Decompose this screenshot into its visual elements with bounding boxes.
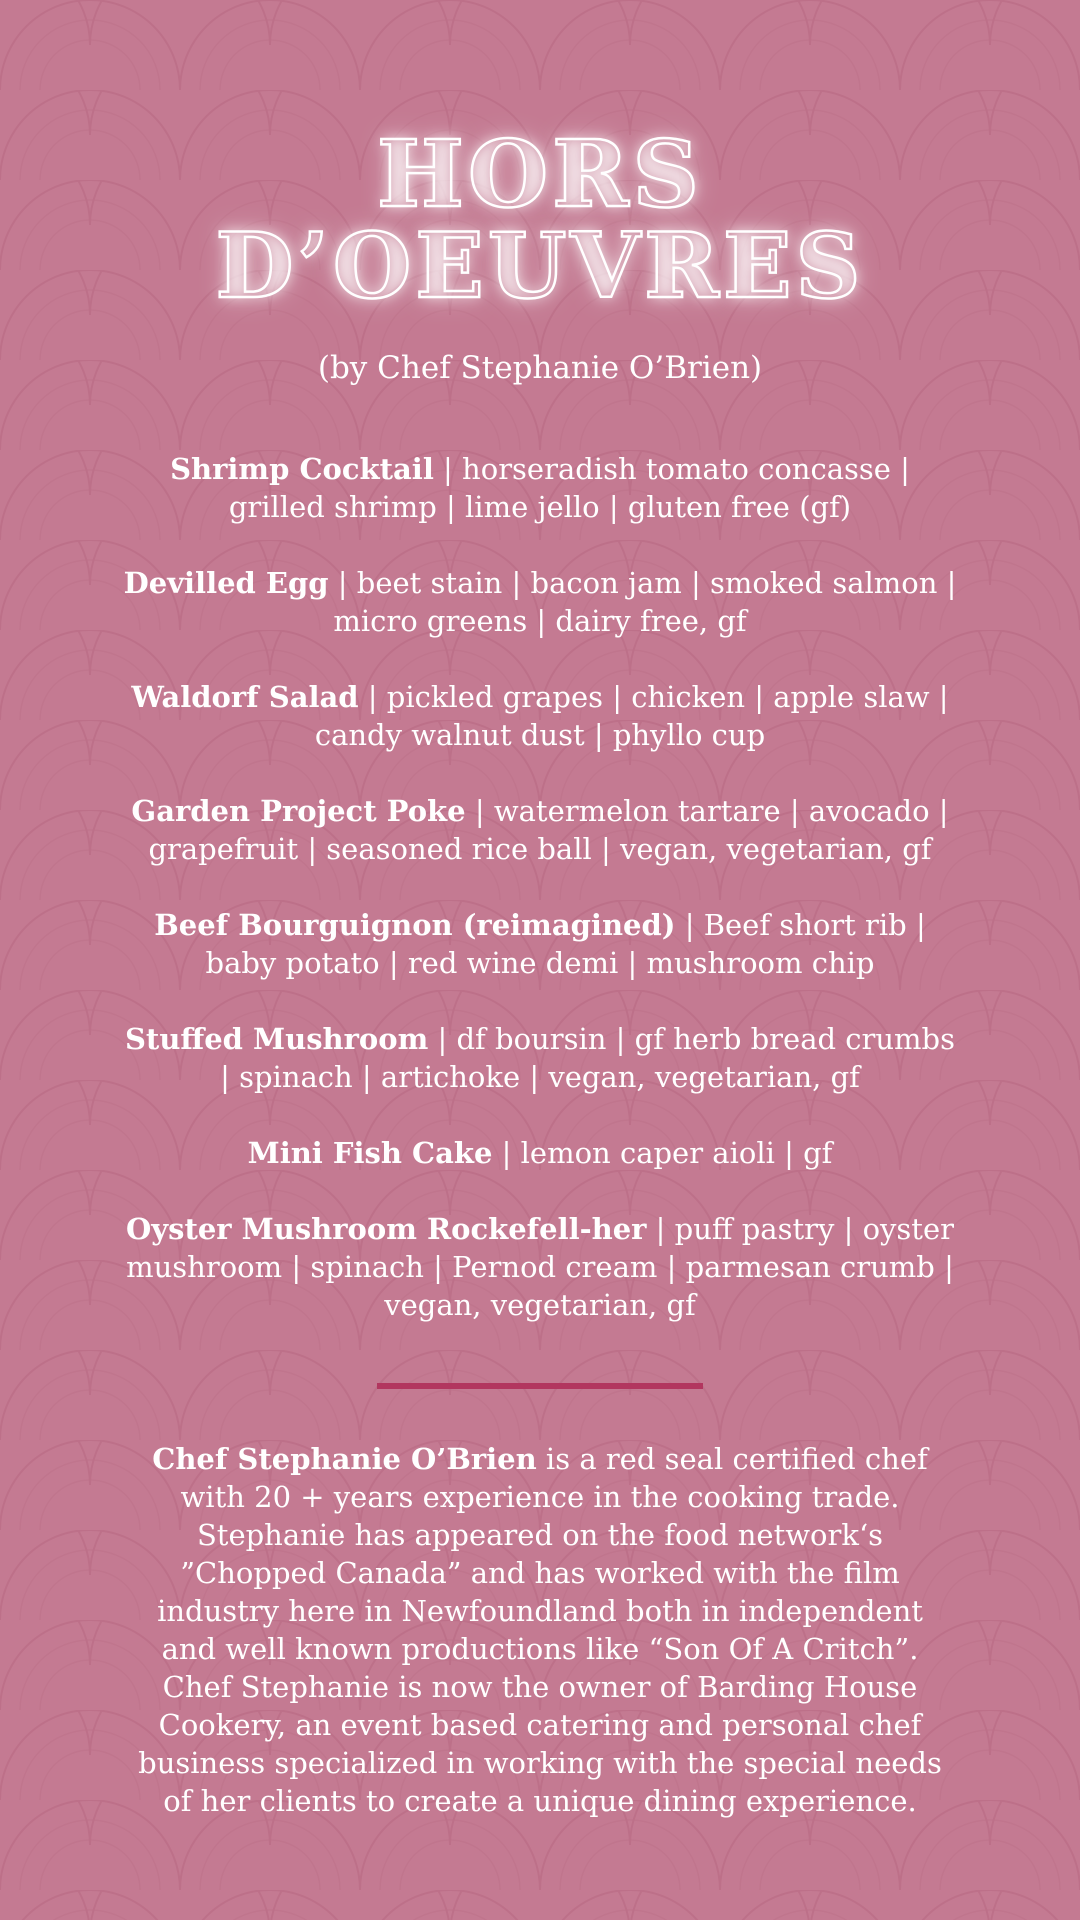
- menu-item-description: | Beef short rib | baby potato | red wine demi | mushroom chip: [205, 908, 926, 980]
- menu-item-description: | puff pastry | oyster mushroom | spinach | Pernod cream | parmesan crumb | vegan, vegetarian, gf: [126, 1212, 954, 1322]
- menu-item-name: Beef Bourguignon (reimagined): [154, 908, 676, 942]
- menu-item: [120, 906, 960, 982]
- menu-item-description: | df boursin | gf herb bread crumbs | spinach | artichoke | vegan, vegetarian, gf: [220, 1022, 955, 1094]
- menu-item: [120, 792, 960, 868]
- menu-item-name: Garden Project Poke: [131, 794, 466, 828]
- title-line-2: D’OEUVRES: [215, 213, 865, 319]
- menu-item: [120, 678, 960, 754]
- menu-item: [120, 1134, 960, 1172]
- menu-item: [120, 564, 960, 640]
- chef-credit: (by Chef Stephanie O’Brien): [317, 350, 763, 386]
- section-divider: [377, 1383, 703, 1389]
- chef-bio-text: is a red seal certified chef with 20 + years experience in the cooking trade. Stephanie has appeared on the food network‘s ”Chopped Canada” and has worked with the film industry here in Newfoundland both in independent and well known productions like “Son Of A Critch”. Chef Stephanie is now the owner of Barding House Cookery, an event based catering and personal chef business specialized in working with the special needs of her clients to create a unique dining experience.: [138, 1442, 942, 1818]
- menu-item-name: Waldorf Salad: [131, 680, 359, 714]
- menu-item: [120, 1020, 960, 1096]
- menu-item-description: | beet stain | bacon jam | smoked salmon | micro greens | dairy free, gf: [328, 566, 957, 638]
- menu-item-name: Shrimp Cocktail: [170, 452, 434, 486]
- chef-bio-name: Chef Stephanie O’Brien: [152, 1442, 537, 1476]
- menu-list: [120, 450, 960, 1362]
- menu-item-description: | horseradish tomato concasse | grilled shrimp | lime jello | gluten free (gf): [228, 452, 910, 524]
- menu-item-name: Oyster Mushroom Rockefell-her: [126, 1212, 647, 1246]
- menu-item-name: Devilled Egg: [123, 566, 329, 600]
- menu-item-description: | lemon caper aioli | gf: [492, 1136, 833, 1170]
- menu-item-name: Stuffed Mushroom: [124, 1022, 429, 1056]
- page-title: [0, 120, 1080, 319]
- menu-item: [120, 450, 960, 526]
- menu-item: [120, 1210, 960, 1324]
- menu-item-name: Mini Fish Cake: [247, 1136, 493, 1170]
- menu-item-description: | watermelon tartare | avocado | grapefruit | seasoned rice ball | vegan, vegetarian, gf: [148, 794, 949, 866]
- title-line-1: HORS: [377, 120, 703, 228]
- chef-bio: [130, 1440, 950, 1820]
- menu-item-description: | pickled grapes | chicken | apple slaw | candy walnut dust | phyllo cup: [314, 680, 949, 752]
